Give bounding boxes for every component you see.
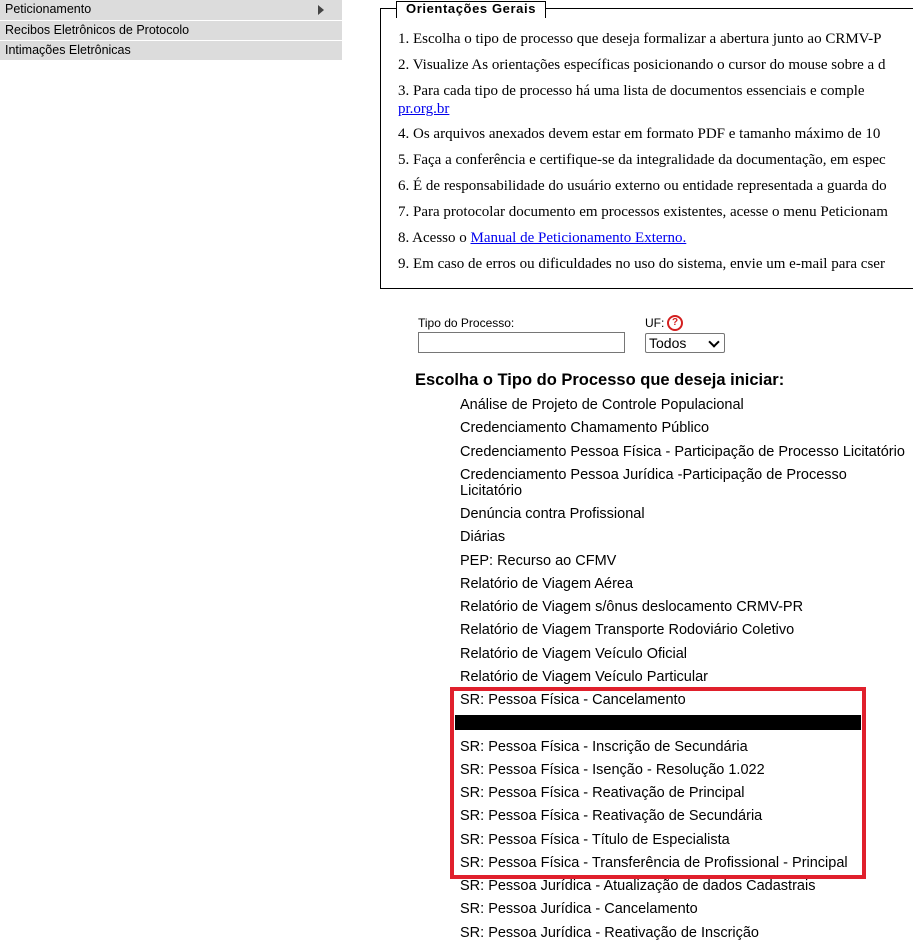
menu-item-intimacoes[interactable] — [0, 41, 342, 61]
orientacao-item-9: 9. Em caso de erros ou dificuldades no uso do sistema, envie um e-mail para cser — [398, 256, 885, 272]
process-link[interactable]: Análise de Projeto de Controle Populacional — [460, 397, 744, 413]
process-link[interactable]: SR: Pessoa Física - Reativação de Principal — [460, 785, 745, 801]
orientacao-item-8 — [398, 229, 686, 247]
uf-select[interactable] — [645, 333, 725, 353]
process-link[interactable]: Relatório de Viagem Aérea — [460, 576, 634, 592]
menu-item-recibos[interactable] — [0, 21, 342, 41]
help-icon[interactable]: ? — [667, 315, 683, 331]
process-link[interactable]: Credenciamento Chamamento Público — [460, 420, 710, 436]
process-link[interactable]: SR: Pessoa Jurídica - Cancelamento — [460, 901, 698, 917]
process-link[interactable]: SR: Pessoa Jurídica - Reativação de Inscrição — [460, 925, 759, 941]
process-link[interactable]: SR: Pessoa Física - Inscrição de Secundária — [460, 739, 748, 755]
process-link[interactable]: Relatório de Viagem s/ônus deslocamento CRMV-PR — [460, 599, 804, 615]
manual-peticionamento-link[interactable]: Manual de Peticionamento Externo. — [470, 230, 687, 246]
orientacao-item-5: 5. Faça a conferência e certifique-se da integralidade da documentação, em espec — [398, 152, 886, 168]
process-link[interactable]: SR: Pessoa Física - Reativação de Secundária — [460, 808, 763, 824]
process-link[interactable]: SR: Pessoa Jurídica - Atualização de dados Cadastrais — [460, 878, 816, 894]
orientacao-item-7: 7. Para protocolar documento em processos existentes, acesse o menu Peticionam — [398, 204, 888, 220]
orientacao-item-4: 4. Os arquivos anexados devem estar em formato PDF e tamanho máximo de 10 — [398, 126, 881, 142]
process-link[interactable]: Relatório de Viagem Transporte Rodoviário Coletivo — [460, 622, 795, 638]
process-link[interactable]: Credenciamento Pessoa Física - Participação de Processo Licitatório — [460, 444, 905, 460]
orientacoes-legend: Orientações Gerais — [396, 1, 546, 18]
process-link[interactable]: PEP: Recurso ao CFMV — [460, 553, 617, 569]
uf-label: UF: — [645, 316, 665, 330]
orientacao-item-6: 6. É de responsabilidade do usuário externo ou entidade representada a guarda do — [398, 178, 887, 194]
process-link[interactable]: SR: Pessoa Física - Transferência de Profissional - Principal — [460, 855, 848, 871]
tipo-processo-input[interactable] — [418, 332, 625, 353]
sidebar-menu — [0, 0, 342, 61]
tipo-processo-label: Tipo do Processo: — [418, 316, 515, 330]
orientacao-item-3: 3. Para cada tipo de processo há uma lista de documentos essenciais e comple — [398, 83, 865, 99]
orientacoes-gerais-box — [380, 1, 913, 289]
menu-item-label: Intimações Eletrônicas — [5, 43, 131, 57]
orientacao-item-3-link[interactable]: pr.org.br — [398, 101, 450, 117]
process-link[interactable]: Relatório de Viagem Veículo Oficial — [460, 646, 688, 662]
orientacao-item-1: 1. Escolha o tipo de processo que deseja formalizar a abertura junto ao CRMV-P — [398, 31, 882, 47]
chevron-down-icon — [708, 336, 719, 347]
orientacao-item-8-text: 8. Acesso o — [398, 230, 471, 246]
process-link[interactable]: Credenciamento Pessoa Jurídica -Participação de Processo Licitatório — [460, 467, 847, 499]
escolha-heading: Escolha o Tipo do Processo que deseja iniciar: — [415, 371, 785, 389]
menu-item-peticionamento[interactable] — [0, 0, 342, 21]
process-link[interactable]: Relatório de Viagem Veículo Particular — [460, 669, 708, 685]
menu-item-label: Recibos Eletrônicos de Protocolo — [5, 23, 190, 37]
process-link[interactable]: Diárias — [460, 529, 506, 545]
chevron-right-icon — [318, 5, 324, 15]
highlight-box — [450, 687, 866, 879]
process-link[interactable]: Denúncia contra Profissional — [460, 506, 645, 522]
uf-select-value: Todos — [649, 335, 687, 351]
process-link[interactable]: SR: Pessoa Física - Cancelamento — [460, 692, 686, 708]
orientacao-item-2: 2. Visualize As orientações específicas posicionando o cursor do mouse sobre a d — [398, 57, 886, 73]
process-link[interactable]: SR: Pessoa Física - Isenção - Resolução 1.022 — [460, 762, 765, 778]
process-link[interactable]: SR: Pessoa Física - Título de Especialista — [460, 832, 730, 848]
menu-item-label: Peticionamento — [5, 2, 92, 16]
